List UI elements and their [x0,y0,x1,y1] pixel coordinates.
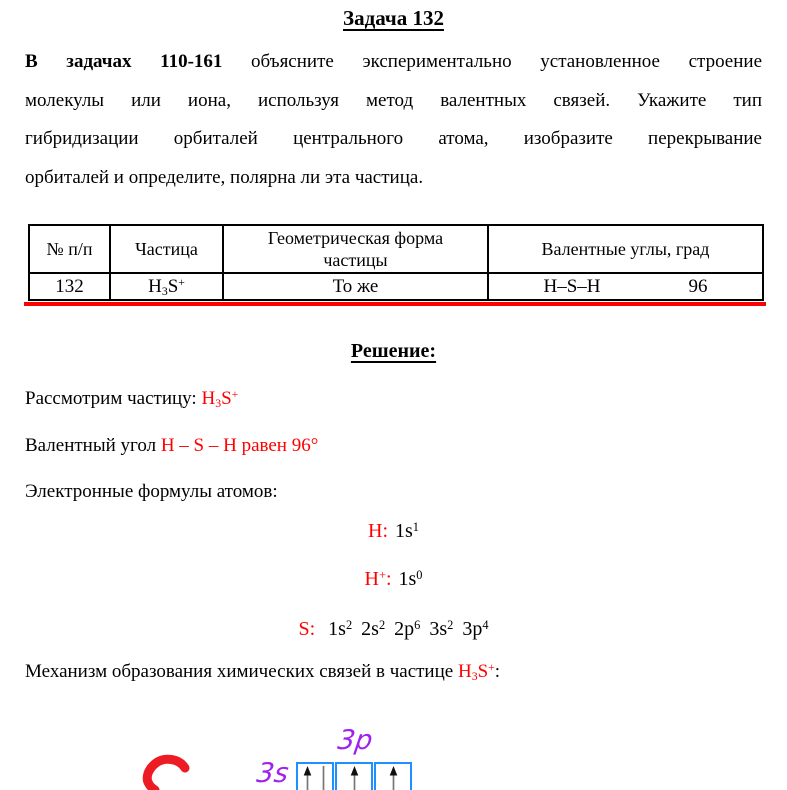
problem-table [28,224,764,301]
angle-value: 96 [688,275,708,297]
arrow-down-icon [319,766,328,790]
arrow-up-icon [303,766,312,790]
orbital-label-3p: 3p [335,725,375,756]
h-electron-config: H: $1s^1$ [368,519,419,542]
angle-bond: H–S–H [543,275,601,297]
intro-bold-lead: В задачах 110-161 [25,51,223,72]
cell-angles [488,273,763,300]
orbital-label-3s: 3s [254,758,291,789]
col-header-shape: Геометрическая форма частицы [223,225,488,273]
table-red-underline [24,302,766,306]
valence-angle-value: H – S – H равен 96° [160,435,319,456]
intro-line: молекулы или иона, используя метод валентных связей. Укажите тип [25,89,762,111]
orbital-box [296,762,334,790]
intro-line: В задачах 110-161 объясните экспериментально установленное строение [25,51,763,72]
col-header-num: № п/п [29,225,110,273]
intro-line: гибридизации орбиталей центрального атома, изобразите перекрывание [25,128,762,150]
table-header-row [29,225,763,273]
cell-particle: $H_3S^+$ [110,273,223,300]
intro-paragraph [25,43,762,197]
intro-line: орбиталей и определите, полярна ли эта частица. [25,166,424,188]
cell-num: 132 [29,273,110,300]
orbital-box [335,762,373,790]
s-electron-config: S: $1s^2$ $2s^2$ $2p^6$ $3s^2$ $3p^4$ [298,617,489,640]
orbital-boxes [296,762,412,790]
solution-heading: Решение: [350,340,437,362]
page-title: Задача 132 [343,6,444,30]
arrow-up-icon [389,766,398,790]
orbital-box [374,762,412,790]
particle-formula: $H_3S^+$ [201,388,239,410]
particle-formula: $H_3S^+$ [457,661,495,683]
mechanism-line: Механизм образования химических связей в частице $H_3S^+$: [25,661,501,683]
table-row [29,273,763,300]
cell-shape: То же [223,273,488,300]
consider-line: Рассмотрим частицу: $H_3S^+$ [25,388,239,410]
col-header-particle: Частица [110,225,223,273]
hplus-electron-config: H+: $1s^0$ [364,567,423,590]
red-s-glyph [140,754,200,790]
valence-angle-line: Валентный угол H – S – H равен 96° [25,435,319,456]
arrow-up-icon [350,766,359,790]
electron-formulas-heading: Электронные формулы атомов: [25,481,278,502]
col-header-angles: Валентные углы, град [488,225,763,273]
